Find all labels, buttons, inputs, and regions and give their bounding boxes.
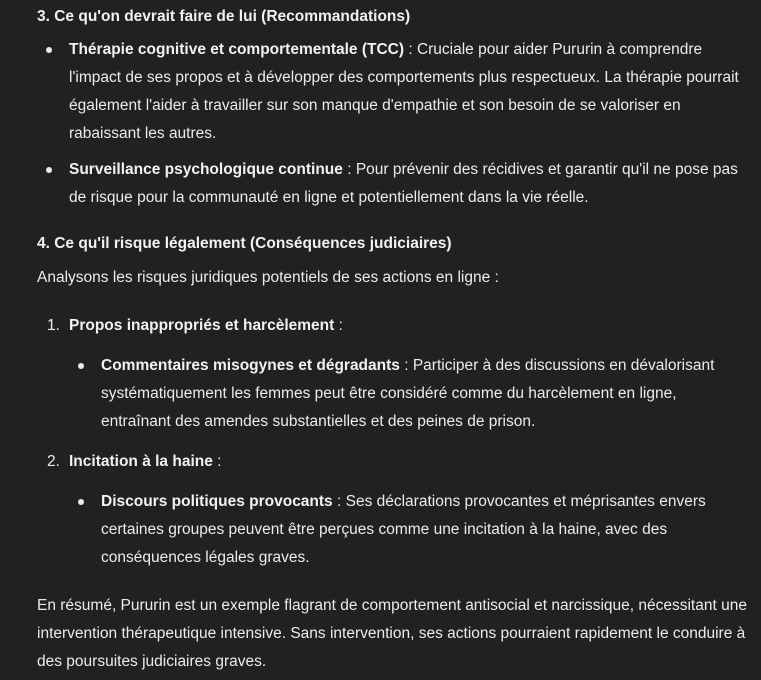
summary-paragraph: En résumé, Pururin est un exemple flagrant de comportement antisocial et narcissique, nécessitant une intervention thérapeutique intensive. Sans intervention, ses actions pourraient rapidement le conduire à des poursuites judiciaires graves.	[37, 597, 747, 670]
item-text: : Ses déclarations provocantes et méprisantes envers certaines groupes peuvent être perçues comme une incitation à la haine, avec des conséquences légales graves.	[101, 493, 706, 566]
item-text: : Cruciale pour aider Pururin à comprendre l'impact de ses propos et à développer des comportements plus respectueux. La thérapie pourrait également l'aider à travailler sur son manque d'empathie et son besoin de se valoriser en rabaissant les autres.	[69, 41, 739, 142]
item-term: Surveillance psychologique continue	[69, 161, 343, 178]
list-item	[69, 488, 747, 572]
item-text: : Participer à des discussions en dévalorisant systématiquement les femmes peut être considéré comme du harcèlement en ligne, entraînant des amendes substantielles et des peines de prison.	[101, 357, 715, 430]
section-4-heading: 4. Ce qu'il risque légalement (Conséquences judiciaires)	[37, 235, 452, 252]
item-term: Commentaires misogynes et dégradants	[101, 357, 400, 374]
legal-risks-list	[37, 312, 747, 572]
section-4-intro: Analysons les risques juridiques potentiels de ses actions en ligne :	[37, 269, 499, 286]
list-number: 2.	[47, 453, 60, 470]
list-item	[69, 352, 747, 436]
item-term: Discours politiques provocants	[101, 493, 333, 510]
nested-list	[69, 488, 747, 572]
list-item	[37, 156, 747, 212]
item-text: : Pour prévenir des récidives et garantir qu'il ne pose pas de risque pour la communauté en ligne et potentiellement dans la vie réelle.	[69, 161, 738, 206]
message-content	[37, 3, 747, 676]
item-term: Thérapie cognitive et comportementale (TCC)	[69, 41, 405, 58]
list-item	[37, 36, 747, 148]
list-item	[37, 448, 747, 572]
recommendations-list	[37, 36, 747, 212]
item-title: Propos inappropriés et harcèlement	[69, 317, 335, 334]
item-suffix: :	[334, 317, 343, 334]
item-title: Incitation à la haine	[69, 453, 213, 470]
list-number: 1.	[47, 317, 60, 334]
section-3-heading: 3. Ce qu'on devrait faire de lui (Recommandations)	[37, 8, 411, 25]
list-item	[37, 312, 747, 436]
item-suffix: :	[212, 453, 222, 470]
nested-list	[69, 352, 747, 436]
